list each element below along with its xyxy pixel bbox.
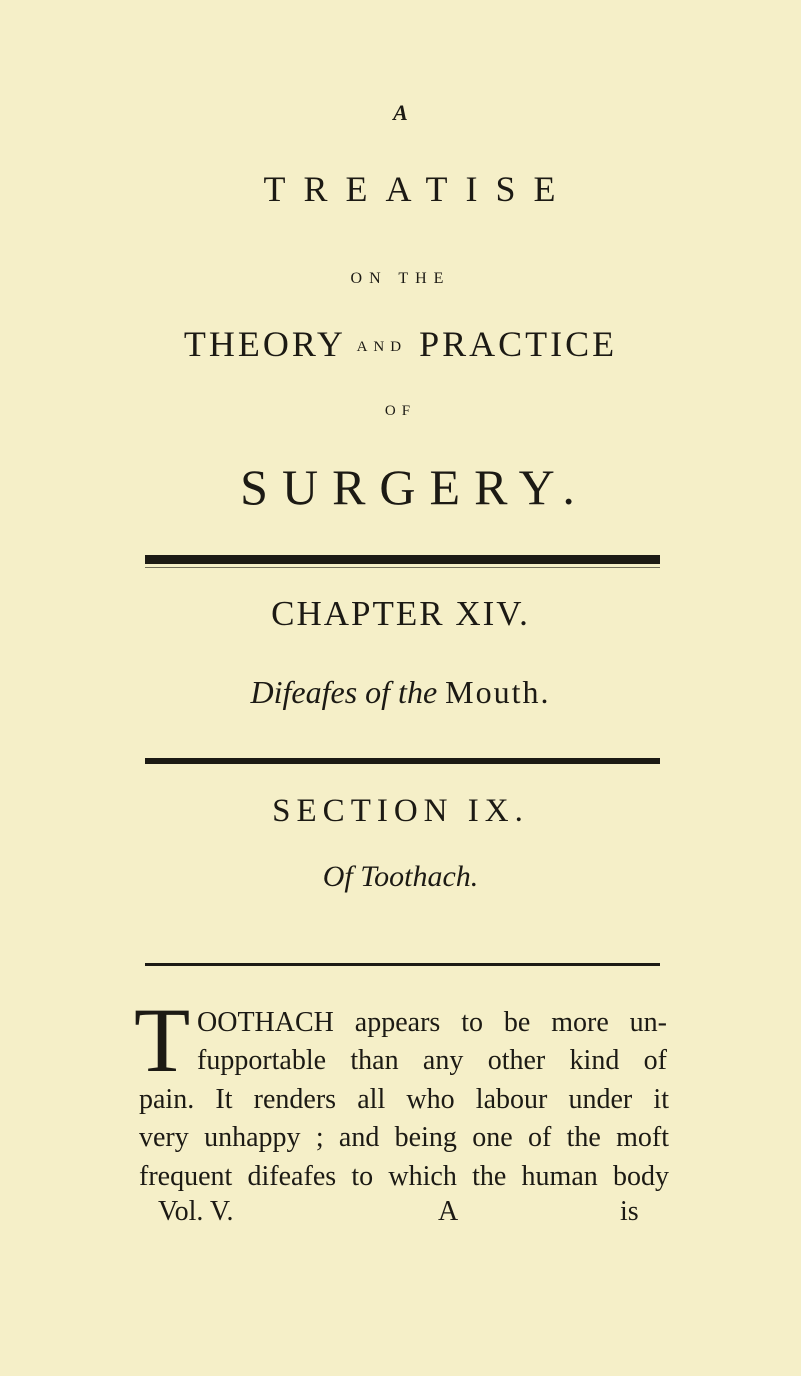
title-and: AND	[356, 339, 408, 356]
divider-rule-thin	[145, 567, 660, 568]
body-line-5: frequent difeafes to which the human body	[139, 1161, 669, 1192]
chapter-subtitle-caps: Mouth.	[445, 674, 551, 710]
divider-rule-chapter	[145, 758, 660, 764]
footer-signature: A	[438, 1196, 459, 1227]
chapter-subtitle-italic: Difeafes of the	[250, 674, 438, 710]
title-theory-and-practice	[0, 323, 801, 365]
body-line-1: OOTHACH appears to be more un-	[197, 1007, 667, 1038]
divider-rule-thick	[145, 555, 660, 564]
section-subtitle: Of Toothach.	[322, 860, 479, 893]
chapter-subtitle	[0, 674, 801, 711]
title-surgery: SURGERY.	[240, 459, 589, 515]
body-line-2: fupportable than any other kind of	[197, 1045, 667, 1076]
body-line-4: very unhappy ; and being one of the moft	[139, 1122, 669, 1153]
title-of: OF	[384, 403, 417, 419]
divider-rule-section	[145, 963, 660, 966]
title-practice: PRACTICE	[419, 324, 618, 364]
title-article: A	[393, 100, 408, 125]
title-treatise: TREATISE	[263, 169, 574, 209]
drop-cap: T	[134, 989, 191, 1091]
chapter-heading: CHAPTER XIV.	[271, 594, 530, 633]
title-theory: THEORY	[183, 324, 345, 364]
footer-catchword: is	[620, 1196, 639, 1227]
section-heading: SECTION IX.	[272, 793, 529, 829]
footer-volume: Vol. V.	[158, 1196, 234, 1227]
body-line-3: pain. It renders all who labour under it	[139, 1084, 669, 1115]
title-on-the: ON THE	[350, 270, 451, 287]
